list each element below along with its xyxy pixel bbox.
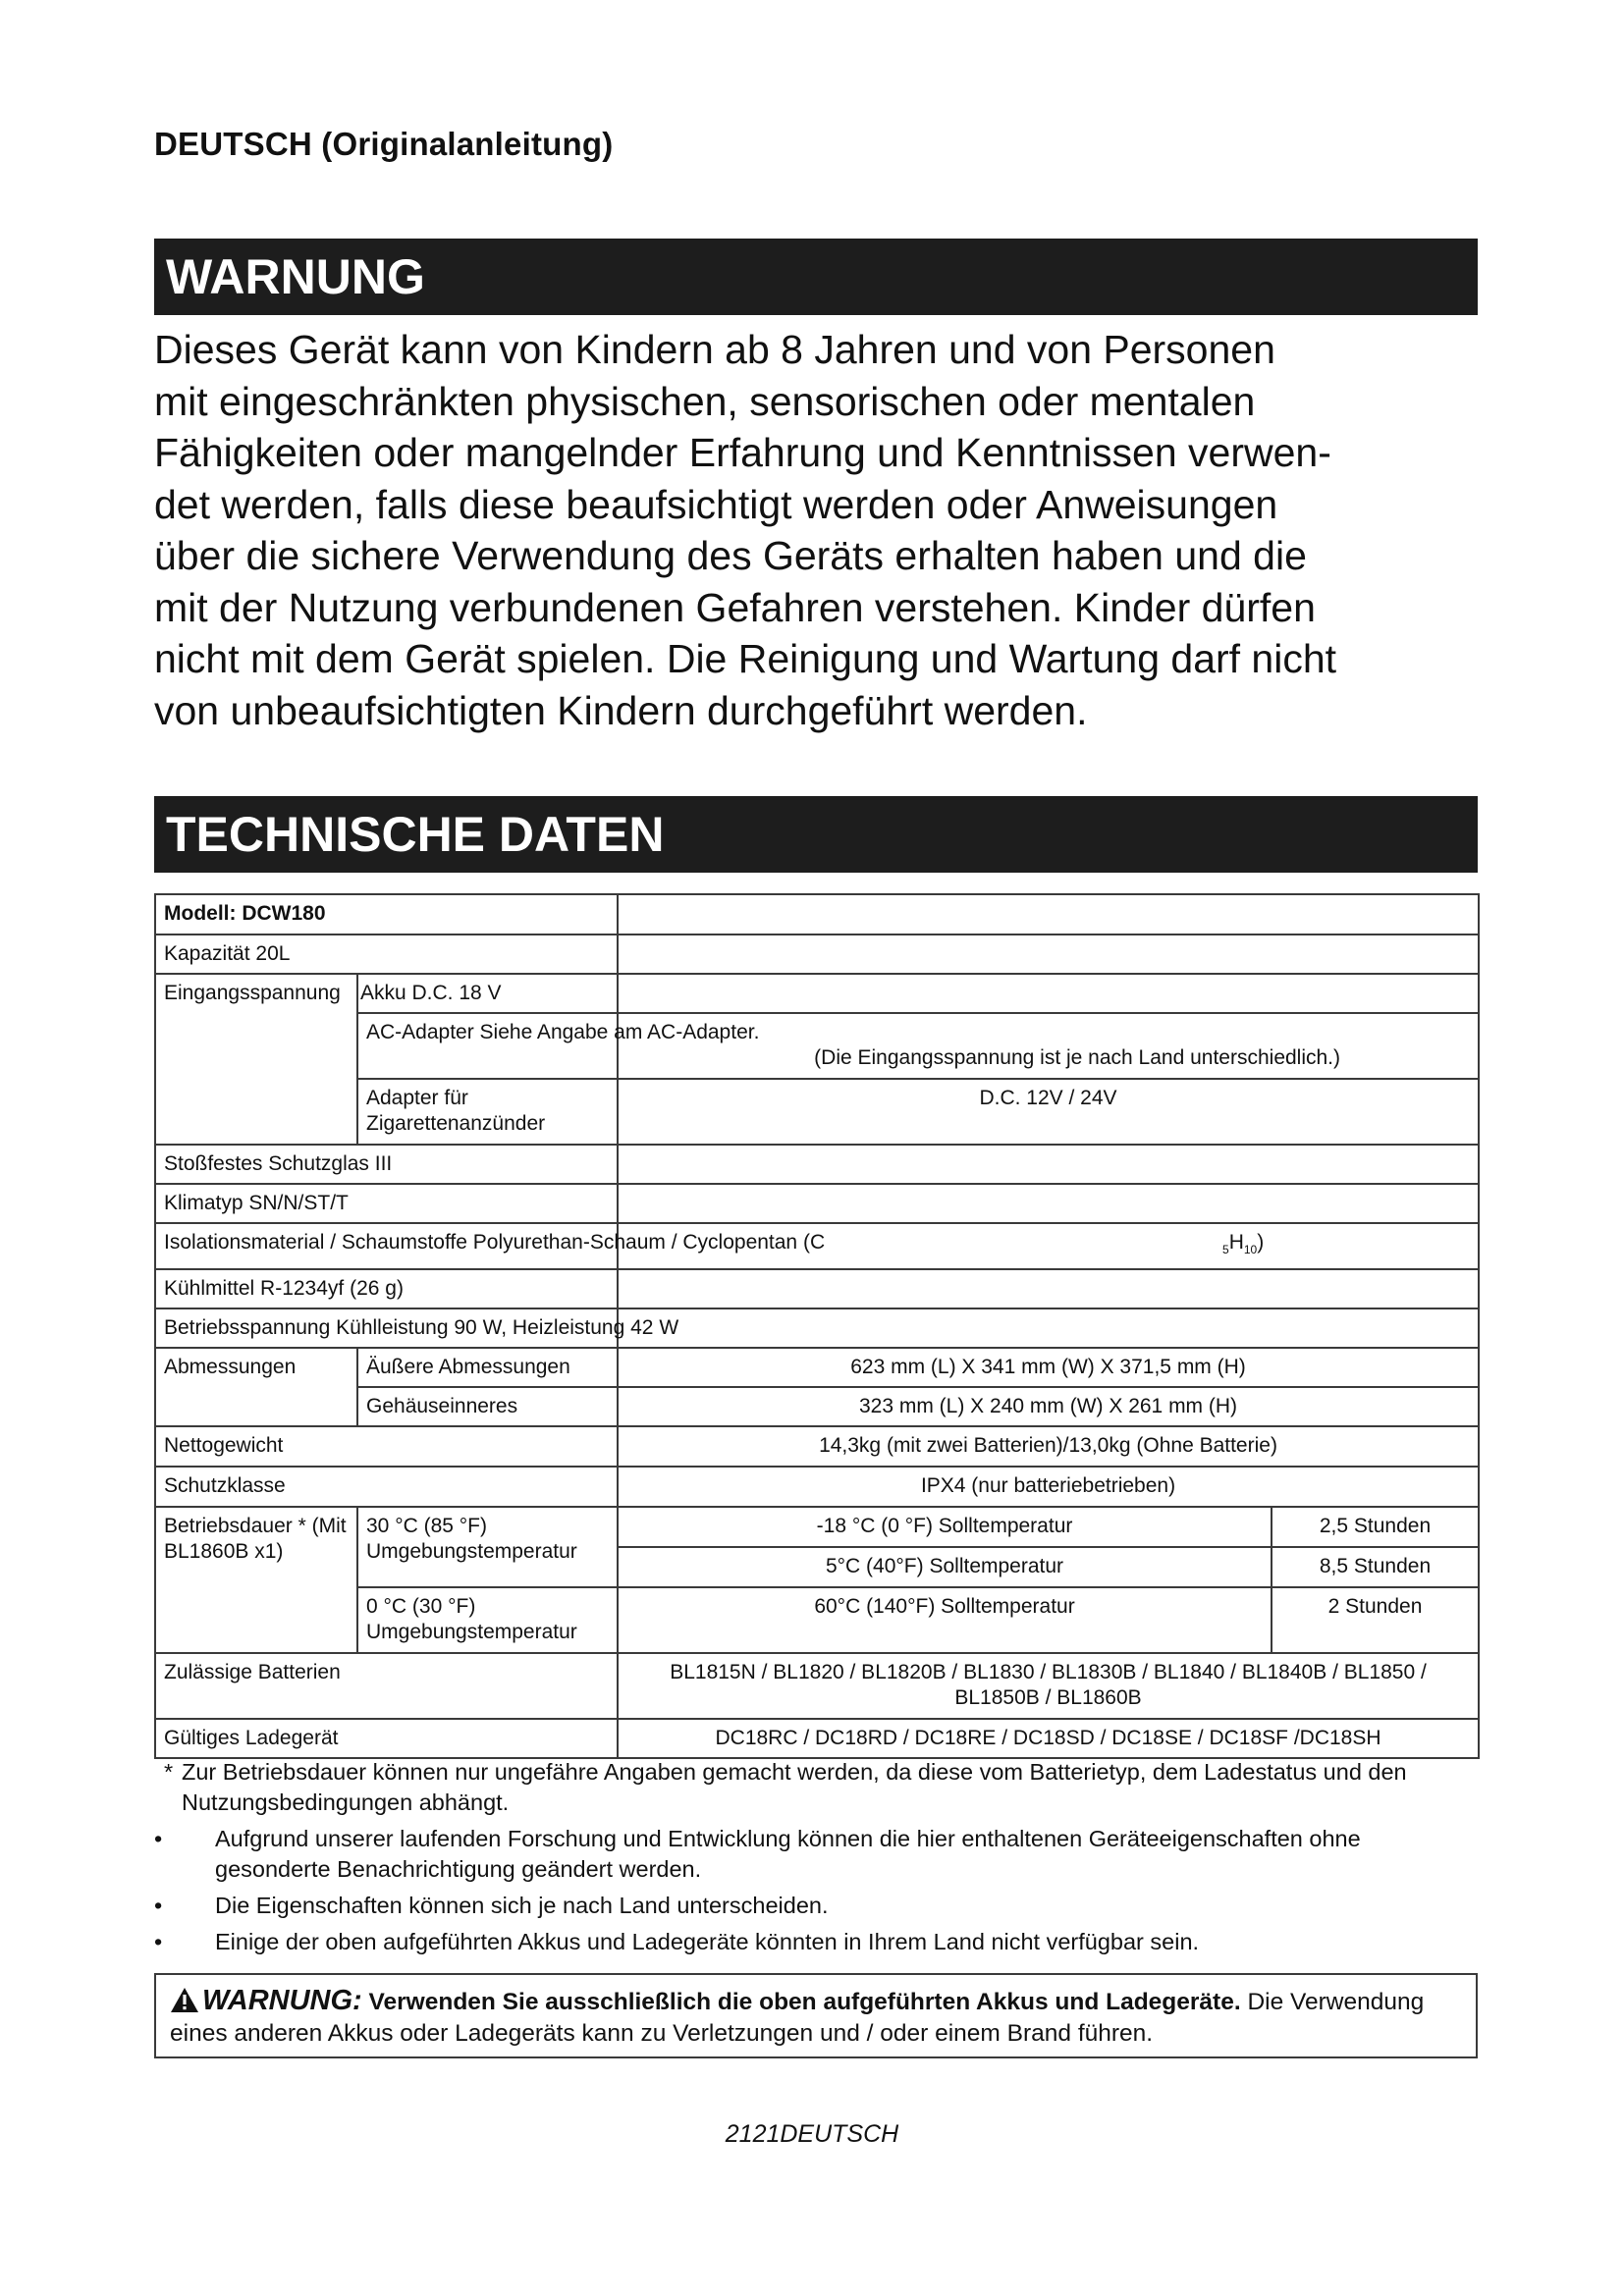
note-text: Die Eigenschaften können sich je nach Land unterscheiden. xyxy=(215,1893,829,1918)
warning-line: über die sichere Verwendung des Geräts erhalten haben und die xyxy=(154,533,1307,578)
protection-value: IPX4 (nur batteriebetrieben) xyxy=(618,1467,1479,1507)
operating-voltage-cell: Betriebsspannung Kühlleistung 90 W, Heizleistung 42 W xyxy=(155,1308,618,1348)
warning-line: mit eingeschränkten physischen, sensorischen oder mentalen xyxy=(154,378,1256,424)
outer-dimensions-value: 623 mm (L) X 341 mm (W) X 371,5 mm (H) xyxy=(618,1348,1479,1387)
notes-list xyxy=(154,1757,1478,1963)
inner-dimensions-label: Gehäuseinneres xyxy=(357,1387,618,1426)
specs-table xyxy=(154,893,1480,1759)
warning-title-bar xyxy=(154,239,1478,315)
net-weight-value: 14,3kg (mit zwei Batterien)/13,0kg (Ohne Batterie) xyxy=(618,1426,1479,1467)
note-marker: * xyxy=(164,1759,174,1785)
runtime-label: Betriebsdauer * (Mit BL1860B x1) xyxy=(155,1507,357,1653)
note-text: Einige der oben aufgeführten Akkus und Ladegeräte könnten in Ihrem Land nicht verfügbar sein. xyxy=(215,1929,1200,1954)
ambient-0-label: 0 °C (30 °F) Umgebungstemperatur xyxy=(357,1587,618,1653)
warning-title: WARNUNG xyxy=(166,249,425,304)
runtime-setpoint: -18 °C (0 °F) Solltemperatur xyxy=(618,1507,1272,1547)
model-cell: Modell: DCW180 xyxy=(155,894,618,934)
input-voltage-battery xyxy=(357,974,618,1013)
runtime-setpoint: 5°C (40°F) Solltemperatur xyxy=(618,1547,1272,1587)
specs-title: TECHNISCHE DATEN xyxy=(166,807,665,862)
note-text: Aufgrund unserer laufenden Forschung und Entwicklung können die hier enthaltenen Geräteeigenschaften ohne gesonderte Benachrichtigung geändert werden. xyxy=(215,1826,1361,1882)
bullet-marker: • xyxy=(154,1929,163,1954)
charger-label: Gültiges Ladegerät xyxy=(155,1719,618,1758)
empty-cell xyxy=(618,894,1479,934)
battery-voltage: Akku D.C. 18 V xyxy=(360,982,502,1004)
empty-cell xyxy=(618,1145,1479,1184)
empty-cell xyxy=(618,974,1479,1013)
warning-text xyxy=(154,324,1489,736)
insulation-cell xyxy=(155,1223,826,1269)
note-text: Zur Betriebsdauer können nur ungefähre Angaben gemacht werden, da diese vom Batterietyp, dem Ladestatus und den Nutzungsbedingungen abhängt. xyxy=(182,1759,1407,1815)
insulation-text: Isolationsmaterial / Schaumstoffe Polyurethan-Schaum / Cyclopentan (C xyxy=(164,1231,826,1254)
input-voltage-text: Eingangsspannung xyxy=(164,982,341,1004)
climate-cell: Klimatyp SN/N/ST/T xyxy=(155,1184,618,1223)
warning-line: von unbeaufsichtigten Kindern durchgeführt werden. xyxy=(154,687,1088,733)
warning-line: Dieses Gerät kann von Kindern ab 8 Jahren und von Personen xyxy=(154,327,1275,372)
note-item xyxy=(154,1824,1478,1885)
dimensions-label: Abmessungen xyxy=(155,1348,357,1426)
batteries-value: BL1815N / BL1820 / BL1820B / BL1830 / BL1830B / BL1840 / BL1840B / BL1850 / BL1850B / BL1860B xyxy=(618,1653,1479,1719)
runtime-setpoint: 60°C (140°F) Solltemperatur xyxy=(618,1587,1272,1653)
page-number: 2121DEUTSCH xyxy=(725,2120,899,2148)
note-item xyxy=(154,1757,1478,1818)
ac-adapter-note: (Die Eingangsspannung ist je nach Land unterschiedlich.) xyxy=(814,1046,1341,1069)
outer-dimensions-label: Äußere Abmessungen xyxy=(357,1348,618,1387)
warning-box xyxy=(154,1973,1478,2058)
note-item xyxy=(154,1891,1478,1921)
batteries-label: Zulässige Batterien xyxy=(155,1653,618,1719)
cigarette-adapter-value: D.C. 12V / 24V xyxy=(618,1079,1479,1145)
runtime-hours: 2 Stunden xyxy=(1272,1587,1479,1653)
insulation-close: ) xyxy=(1257,1231,1265,1254)
runtime-hours: 8,5 Stunden xyxy=(1272,1547,1479,1587)
warning-box-label: WARNUNG: xyxy=(202,1985,362,2016)
warning-triangle-icon xyxy=(170,1987,199,2013)
language-header: DEUTSCH (Originalanleitung) xyxy=(154,126,614,162)
empty-cell xyxy=(618,1308,1479,1348)
warning-line: det werden, falls diese beaufsichtigt werden oder Anweisungen xyxy=(154,481,1278,527)
empty-cell xyxy=(618,934,1479,974)
cigarette-adapter-label: Adapter für Zigarettenanzünder xyxy=(357,1079,618,1145)
refrigerant-cell: Kühlmittel R-1234yf (26 g) xyxy=(155,1269,618,1308)
warning-box-bold: Verwenden Sie ausschließlich die oben aufgeführten Akkus und Ladegeräte. xyxy=(368,1989,1241,2015)
charger-value: DC18RC / DC18RD / DC18RE / DC18SD / DC18SE / DC18SF /DC18SH xyxy=(618,1719,1479,1758)
note-item xyxy=(154,1927,1478,1957)
insulation-h: H xyxy=(1228,1231,1244,1254)
capacity-cell: Kapazität 20L xyxy=(155,934,618,974)
ambient-30-label: 30 °C (85 °F) Umgebungstemperatur xyxy=(357,1507,618,1587)
insulation-sub-10: 10 xyxy=(1243,1243,1258,1257)
protection-label: Schutzklasse xyxy=(155,1467,618,1507)
bullet-marker: • xyxy=(154,1893,163,1918)
runtime-hours: 2,5 Stunden xyxy=(1272,1507,1479,1547)
input-voltage-label xyxy=(155,974,357,1145)
ac-adapter-text: AC-Adapter Siehe Angabe am AC-Adapter. xyxy=(366,1021,760,1043)
empty-cell xyxy=(618,1269,1479,1308)
warning-line: mit der Nutzung verbundenen Gefahren verstehen. Kinder dürfen xyxy=(154,584,1316,630)
empty-cell xyxy=(618,1184,1479,1223)
warning-line: nicht mit dem Gerät spielen. Die Reinigung und Wartung darf nicht xyxy=(154,636,1337,681)
glass-cell: Stoßfestes Schutzglas III xyxy=(155,1145,618,1184)
net-weight-label: Nettogewicht xyxy=(155,1426,618,1467)
insulation-sub-5: 5 xyxy=(1222,1243,1229,1257)
specs-title-bar xyxy=(154,796,1478,873)
ac-adapter-cell xyxy=(357,1013,760,1079)
bullet-marker: • xyxy=(154,1826,163,1851)
warning-box-text: Die Verwendung eines anderen Akkus oder Ladegeräts kann zu Verletzungen und / oder einem Brand führen. xyxy=(170,1989,1425,2047)
inner-dimensions-value: 323 mm (L) X 240 mm (W) X 261 mm (H) xyxy=(618,1387,1479,1426)
warning-line: Fähigkeiten oder mangelnder Erfahrung und Kenntnissen verwen- xyxy=(154,430,1331,475)
